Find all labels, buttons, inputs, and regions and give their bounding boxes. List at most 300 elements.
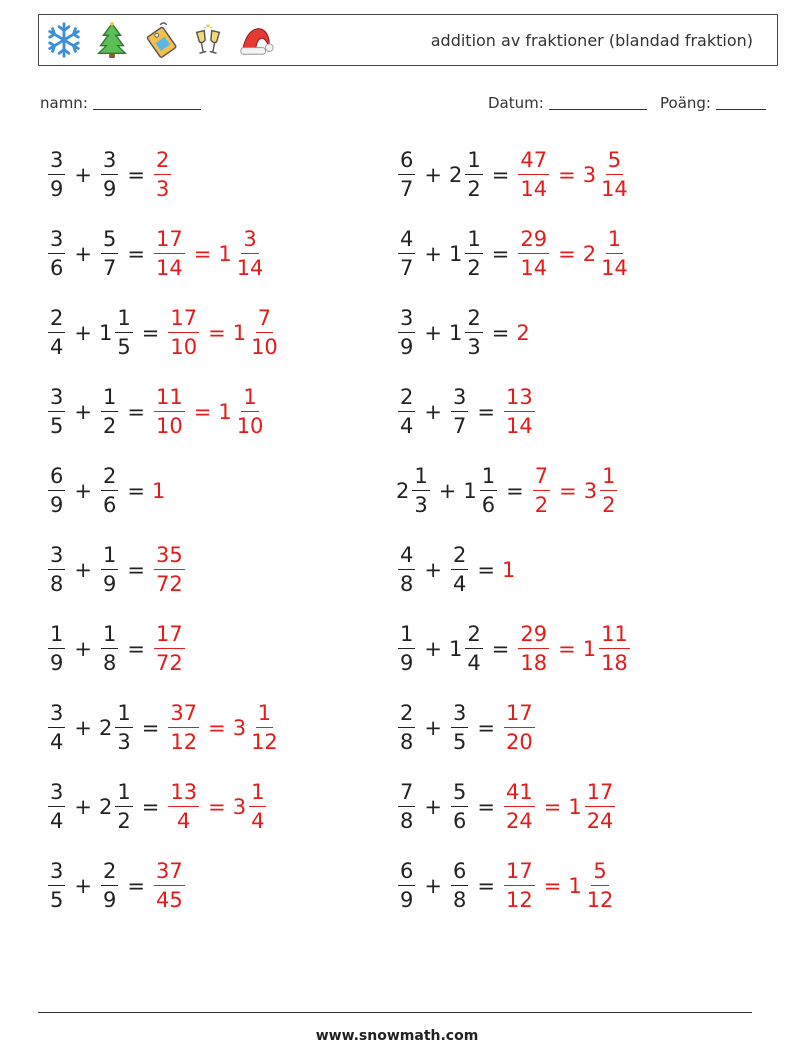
equals-sign: = bbox=[543, 795, 562, 819]
fraction bbox=[115, 703, 132, 753]
champagne-glasses-icon bbox=[189, 21, 227, 59]
fraction bbox=[115, 782, 132, 832]
equals-sign: = bbox=[477, 874, 495, 898]
answer-fraction bbox=[518, 150, 549, 200]
fraction bbox=[48, 545, 65, 595]
numerator: 47 bbox=[518, 150, 549, 175]
answer-fraction bbox=[154, 229, 185, 279]
addend-1 bbox=[396, 387, 417, 437]
denominator: 3 bbox=[414, 493, 428, 517]
answer-mixed-number bbox=[568, 861, 617, 911]
fraction bbox=[101, 150, 118, 200]
fraction bbox=[235, 229, 266, 279]
plus-sign: + bbox=[438, 479, 457, 503]
equals-sign: = bbox=[491, 321, 510, 345]
whole-number: 2 bbox=[582, 242, 597, 266]
denominator: 14 bbox=[601, 256, 628, 280]
problem-row bbox=[396, 224, 632, 284]
equals-sign: = bbox=[558, 242, 576, 266]
numerator: 1 bbox=[115, 782, 132, 807]
equals-sign: = bbox=[477, 400, 495, 424]
numerator: 6 bbox=[48, 466, 65, 491]
gift-tag-icon bbox=[141, 21, 179, 59]
plus-sign: + bbox=[424, 874, 442, 898]
denominator: 5 bbox=[452, 730, 467, 754]
problem-row bbox=[396, 540, 515, 600]
equals-sign: = bbox=[477, 558, 495, 582]
answer-fraction bbox=[504, 861, 535, 911]
answer-fraction bbox=[154, 624, 185, 674]
plus-sign: + bbox=[74, 400, 92, 424]
equals-sign: = bbox=[127, 163, 145, 187]
equals-sign: = bbox=[559, 479, 577, 503]
whole-number: 1 bbox=[218, 242, 232, 266]
numerator: 1 bbox=[256, 703, 273, 728]
whole-number: 2 bbox=[98, 795, 113, 819]
fraction bbox=[412, 466, 429, 516]
answer bbox=[152, 387, 267, 437]
numerator: 3 bbox=[101, 150, 118, 175]
answer bbox=[166, 703, 281, 753]
addend-1 bbox=[396, 545, 417, 595]
equals-sign: = bbox=[491, 163, 510, 187]
numerator: 17 bbox=[504, 861, 535, 886]
snowflake-icon bbox=[45, 21, 83, 59]
addend-2 bbox=[449, 782, 470, 832]
numerator: 17 bbox=[154, 624, 185, 649]
denominator: 4 bbox=[251, 809, 265, 833]
numerator: 3 bbox=[451, 387, 468, 412]
denominator: 3 bbox=[117, 730, 131, 754]
denominator: 20 bbox=[505, 730, 533, 754]
plus-sign: + bbox=[424, 637, 442, 661]
fraction bbox=[465, 150, 482, 200]
denominator: 12 bbox=[586, 888, 614, 912]
denominator: 9 bbox=[102, 177, 117, 201]
numerator: 13 bbox=[504, 387, 535, 412]
denominator: 2 bbox=[534, 493, 549, 517]
numerator: 29 bbox=[518, 229, 549, 254]
addend-1 bbox=[396, 703, 417, 753]
fraction bbox=[249, 308, 280, 358]
plus-sign: + bbox=[74, 321, 92, 345]
problem-row bbox=[396, 698, 537, 758]
denominator: 7 bbox=[102, 256, 117, 280]
denominator: 2 bbox=[467, 177, 481, 201]
plus-sign: + bbox=[74, 637, 92, 661]
addend-1 bbox=[396, 308, 417, 358]
denominator: 10 bbox=[170, 335, 198, 359]
fraction bbox=[465, 229, 482, 279]
whole-number: 1 bbox=[232, 321, 247, 345]
plus-sign: + bbox=[74, 558, 92, 582]
fraction bbox=[398, 861, 415, 911]
plus-sign: + bbox=[424, 400, 442, 424]
addend-2 bbox=[99, 150, 120, 200]
fraction bbox=[480, 466, 497, 516]
equals-sign: = bbox=[208, 795, 226, 819]
addend-1 bbox=[46, 782, 67, 832]
whole-number: 1 bbox=[218, 400, 232, 424]
answer-fraction bbox=[504, 703, 535, 753]
denominator: 9 bbox=[400, 335, 414, 359]
numerator: 1 bbox=[398, 624, 415, 649]
answer bbox=[152, 150, 173, 200]
equals-sign: = bbox=[127, 558, 145, 582]
fraction bbox=[398, 782, 415, 832]
addend-2 bbox=[449, 387, 470, 437]
fraction bbox=[48, 466, 65, 516]
denominator: 2 bbox=[602, 493, 616, 517]
answer-fraction bbox=[504, 387, 535, 437]
answer-mixed-number bbox=[583, 229, 632, 279]
answer bbox=[152, 624, 187, 674]
numerator: 2 bbox=[101, 861, 118, 886]
addend-2 bbox=[449, 150, 485, 200]
denominator: 2 bbox=[467, 256, 481, 280]
answer-mixed-number bbox=[233, 308, 282, 358]
answer-fraction bbox=[154, 387, 185, 437]
numerator: 3 bbox=[48, 861, 65, 886]
numerator: 1 bbox=[101, 387, 118, 412]
addend-2 bbox=[99, 703, 135, 753]
denominator: 6 bbox=[50, 256, 64, 280]
fraction bbox=[249, 782, 266, 832]
fraction bbox=[115, 308, 132, 358]
numerator: 1 bbox=[115, 308, 132, 333]
addend-1 bbox=[46, 229, 67, 279]
score-field[interactable] bbox=[660, 94, 766, 112]
plus-sign: + bbox=[424, 242, 442, 266]
denominator: 6 bbox=[452, 809, 467, 833]
addend-1 bbox=[46, 703, 67, 753]
numerator: 37 bbox=[168, 703, 199, 728]
whole-number: 1 bbox=[448, 242, 463, 266]
fraction bbox=[48, 624, 65, 674]
numerator: 2 bbox=[101, 466, 118, 491]
problem-row bbox=[396, 856, 617, 916]
whole-number: 2 bbox=[448, 163, 463, 187]
fraction bbox=[101, 466, 118, 516]
answer bbox=[152, 479, 165, 503]
numerator: 3 bbox=[48, 387, 65, 412]
denominator: 24 bbox=[586, 809, 614, 833]
whole-number: 3 bbox=[582, 163, 597, 187]
numerator: 1 bbox=[101, 545, 118, 570]
fraction bbox=[101, 229, 118, 279]
fraction bbox=[398, 308, 415, 358]
problem-row bbox=[46, 619, 187, 679]
answer-integer: 2 bbox=[516, 321, 530, 345]
score-blank[interactable] bbox=[716, 95, 766, 110]
fraction bbox=[600, 466, 617, 516]
whole-number: 1 bbox=[582, 637, 597, 661]
footer-site: www.snowmath.com bbox=[315, 1028, 479, 1044]
numerator: 4 bbox=[398, 545, 415, 570]
addend-1 bbox=[396, 624, 417, 674]
problem-row bbox=[46, 698, 282, 758]
plus-sign: + bbox=[74, 874, 92, 898]
numerator: 7 bbox=[533, 466, 550, 491]
numerator: 41 bbox=[504, 782, 535, 807]
fraction bbox=[398, 545, 415, 595]
answer bbox=[502, 703, 537, 753]
denominator: 9 bbox=[102, 888, 117, 912]
fraction bbox=[101, 624, 118, 674]
equals-sign: = bbox=[491, 637, 510, 661]
fraction bbox=[48, 150, 65, 200]
denominator: 45 bbox=[155, 888, 183, 912]
score-label: Poäng: bbox=[660, 94, 711, 112]
addend-2 bbox=[99, 308, 135, 358]
denominator: 8 bbox=[452, 888, 467, 912]
answer bbox=[516, 321, 529, 345]
numerator: 2 bbox=[398, 387, 415, 412]
answer-fraction bbox=[154, 861, 185, 911]
numerator: 37 bbox=[154, 861, 185, 886]
answer-fraction bbox=[154, 545, 185, 595]
answer-mixed-number bbox=[233, 782, 269, 832]
problem-row bbox=[46, 303, 282, 363]
header-box bbox=[38, 14, 778, 66]
denominator: 6 bbox=[102, 493, 117, 517]
equals-sign: = bbox=[208, 321, 226, 345]
answer-mixed-number bbox=[218, 387, 267, 437]
answer bbox=[516, 229, 631, 279]
equals-sign: = bbox=[558, 163, 576, 187]
addend-2 bbox=[449, 308, 485, 358]
numerator: 3 bbox=[48, 229, 65, 254]
fraction bbox=[451, 861, 468, 911]
problem-row bbox=[46, 145, 173, 205]
addend-1 bbox=[46, 624, 67, 674]
numerator: 1 bbox=[241, 387, 258, 412]
header-icons bbox=[45, 21, 275, 59]
numerator: 7 bbox=[256, 308, 273, 333]
addend-2 bbox=[99, 545, 120, 595]
plus-sign: + bbox=[424, 558, 442, 582]
answer bbox=[516, 150, 631, 200]
addend-2 bbox=[449, 545, 470, 595]
fraction bbox=[451, 703, 468, 753]
numerator: 2 bbox=[154, 150, 171, 175]
denominator: 12 bbox=[505, 888, 533, 912]
addend-1 bbox=[396, 229, 417, 279]
problem-row bbox=[396, 145, 632, 205]
denominator: 7 bbox=[452, 414, 467, 438]
numerator: 11 bbox=[154, 387, 185, 412]
footer-divider bbox=[38, 1012, 752, 1013]
denominator: 14 bbox=[155, 256, 183, 280]
problem-row bbox=[46, 224, 267, 284]
denominator: 4 bbox=[452, 572, 467, 596]
addend-1 bbox=[396, 782, 417, 832]
fraction bbox=[585, 782, 616, 832]
denominator: 7 bbox=[400, 256, 414, 280]
plus-sign: + bbox=[74, 163, 92, 187]
denominator: 7 bbox=[400, 177, 414, 201]
name-field[interactable] bbox=[40, 94, 201, 112]
answer-mixed-number bbox=[218, 229, 267, 279]
denominator: 8 bbox=[400, 572, 414, 596]
addend-2 bbox=[449, 703, 470, 753]
equals-sign: = bbox=[208, 716, 226, 740]
denominator: 10 bbox=[251, 335, 278, 359]
date-blank[interactable] bbox=[549, 95, 647, 110]
equals-sign: = bbox=[506, 479, 524, 503]
numerator: 17 bbox=[585, 782, 616, 807]
problem-row bbox=[396, 777, 617, 837]
whole-number: 1 bbox=[568, 795, 582, 819]
numerator: 1 bbox=[465, 150, 482, 175]
equals-sign: = bbox=[491, 242, 510, 266]
numerator: 2 bbox=[451, 545, 468, 570]
numerator: 3 bbox=[241, 229, 258, 254]
answer bbox=[531, 466, 620, 516]
answer-mixed-number bbox=[584, 466, 620, 516]
plus-sign: + bbox=[424, 321, 442, 345]
fraction bbox=[599, 150, 630, 200]
answer-mixed-number bbox=[233, 703, 282, 753]
denominator: 9 bbox=[50, 493, 64, 517]
numerator: 2 bbox=[465, 308, 482, 333]
equals-sign: = bbox=[558, 637, 576, 661]
fraction bbox=[451, 545, 468, 595]
whole-number: 1 bbox=[448, 321, 463, 345]
addend-1 bbox=[396, 150, 417, 200]
addend-2 bbox=[449, 861, 470, 911]
fraction bbox=[585, 861, 616, 911]
numerator: 13 bbox=[168, 782, 199, 807]
fraction bbox=[48, 782, 65, 832]
denominator: 4 bbox=[50, 809, 64, 833]
plus-sign: + bbox=[424, 716, 442, 740]
denominator: 6 bbox=[481, 493, 496, 517]
numerator: 3 bbox=[451, 703, 468, 728]
numerator: 17 bbox=[154, 229, 185, 254]
plus-sign: + bbox=[74, 795, 92, 819]
numerator: 3 bbox=[48, 782, 65, 807]
plus-sign: + bbox=[74, 242, 92, 266]
fraction bbox=[235, 387, 266, 437]
answer-mixed-number bbox=[583, 150, 632, 200]
fraction bbox=[398, 387, 415, 437]
fraction bbox=[599, 624, 630, 674]
addend-2 bbox=[449, 624, 485, 674]
numerator: 17 bbox=[504, 703, 535, 728]
denominator: 14 bbox=[236, 256, 264, 280]
equals-sign: = bbox=[127, 874, 145, 898]
fraction bbox=[249, 703, 280, 753]
date-label: Datum: bbox=[488, 94, 544, 112]
numerator: 1 bbox=[480, 466, 497, 491]
denominator: 2 bbox=[102, 414, 117, 438]
answer-fraction bbox=[168, 308, 199, 358]
problem-row bbox=[46, 461, 165, 521]
answer bbox=[166, 308, 281, 358]
name-blank[interactable] bbox=[93, 95, 201, 110]
addend-2 bbox=[99, 624, 120, 674]
equals-sign: = bbox=[141, 321, 160, 345]
whole-number: 1 bbox=[448, 637, 463, 661]
numerator: 1 bbox=[412, 466, 429, 491]
addend-1 bbox=[46, 150, 67, 200]
denominator: 8 bbox=[400, 730, 414, 754]
equals-sign: = bbox=[127, 242, 145, 266]
whole-number: 3 bbox=[583, 479, 598, 503]
denominator: 4 bbox=[50, 730, 64, 754]
numerator: 1 bbox=[606, 229, 623, 254]
numerator: 3 bbox=[48, 545, 65, 570]
addend-1 bbox=[396, 466, 432, 516]
denominator: 9 bbox=[50, 651, 64, 675]
whole-number: 3 bbox=[232, 795, 247, 819]
addend-2 bbox=[99, 782, 135, 832]
numerator: 2 bbox=[398, 703, 415, 728]
fraction bbox=[48, 861, 65, 911]
numerator: 1 bbox=[600, 466, 617, 491]
numerator: 1 bbox=[465, 229, 482, 254]
whole-number: 3 bbox=[232, 716, 247, 740]
denominator: 12 bbox=[251, 730, 278, 754]
plus-sign: + bbox=[74, 479, 92, 503]
answer-mixed-number bbox=[568, 782, 617, 832]
denominator: 5 bbox=[50, 888, 64, 912]
answer bbox=[502, 558, 515, 582]
date-field[interactable] bbox=[488, 94, 647, 112]
denominator: 8 bbox=[50, 572, 64, 596]
whole-number: 1 bbox=[98, 321, 113, 345]
problem-row bbox=[46, 777, 268, 837]
equals-sign: = bbox=[477, 716, 495, 740]
santa-hat-icon bbox=[237, 21, 275, 59]
answer-integer: 1 bbox=[501, 558, 516, 582]
worksheet-title: addition av fraktioner (blandad fraktion) bbox=[430, 31, 753, 50]
denominator: 14 bbox=[505, 414, 533, 438]
denominator: 14 bbox=[520, 256, 548, 280]
numerator: 6 bbox=[451, 861, 468, 886]
addend-2 bbox=[449, 229, 485, 279]
plus-sign: + bbox=[424, 795, 442, 819]
numerator: 5 bbox=[591, 861, 608, 886]
fraction bbox=[48, 703, 65, 753]
answer bbox=[152, 229, 267, 279]
denominator: 18 bbox=[601, 651, 628, 675]
addend-1 bbox=[46, 861, 67, 911]
problem-row bbox=[396, 619, 632, 679]
addend-1 bbox=[46, 466, 67, 516]
problem-row bbox=[396, 461, 619, 521]
fraction bbox=[398, 703, 415, 753]
denominator: 12 bbox=[170, 730, 198, 754]
answer-integer: 1 bbox=[151, 479, 166, 503]
answer-fraction bbox=[168, 703, 199, 753]
problem-row bbox=[46, 540, 187, 600]
answer bbox=[502, 387, 537, 437]
numerator: 1 bbox=[115, 703, 132, 728]
equals-sign: = bbox=[193, 242, 212, 266]
numerator: 3 bbox=[48, 150, 65, 175]
denominator: 2 bbox=[117, 809, 131, 833]
answer-mixed-number bbox=[583, 624, 632, 674]
denominator: 8 bbox=[102, 651, 117, 675]
addend-2 bbox=[99, 229, 120, 279]
addend-2 bbox=[99, 466, 120, 516]
denominator: 4 bbox=[400, 414, 414, 438]
fraction bbox=[398, 624, 415, 674]
denominator: 3 bbox=[155, 177, 170, 201]
numerator: 6 bbox=[398, 861, 415, 886]
